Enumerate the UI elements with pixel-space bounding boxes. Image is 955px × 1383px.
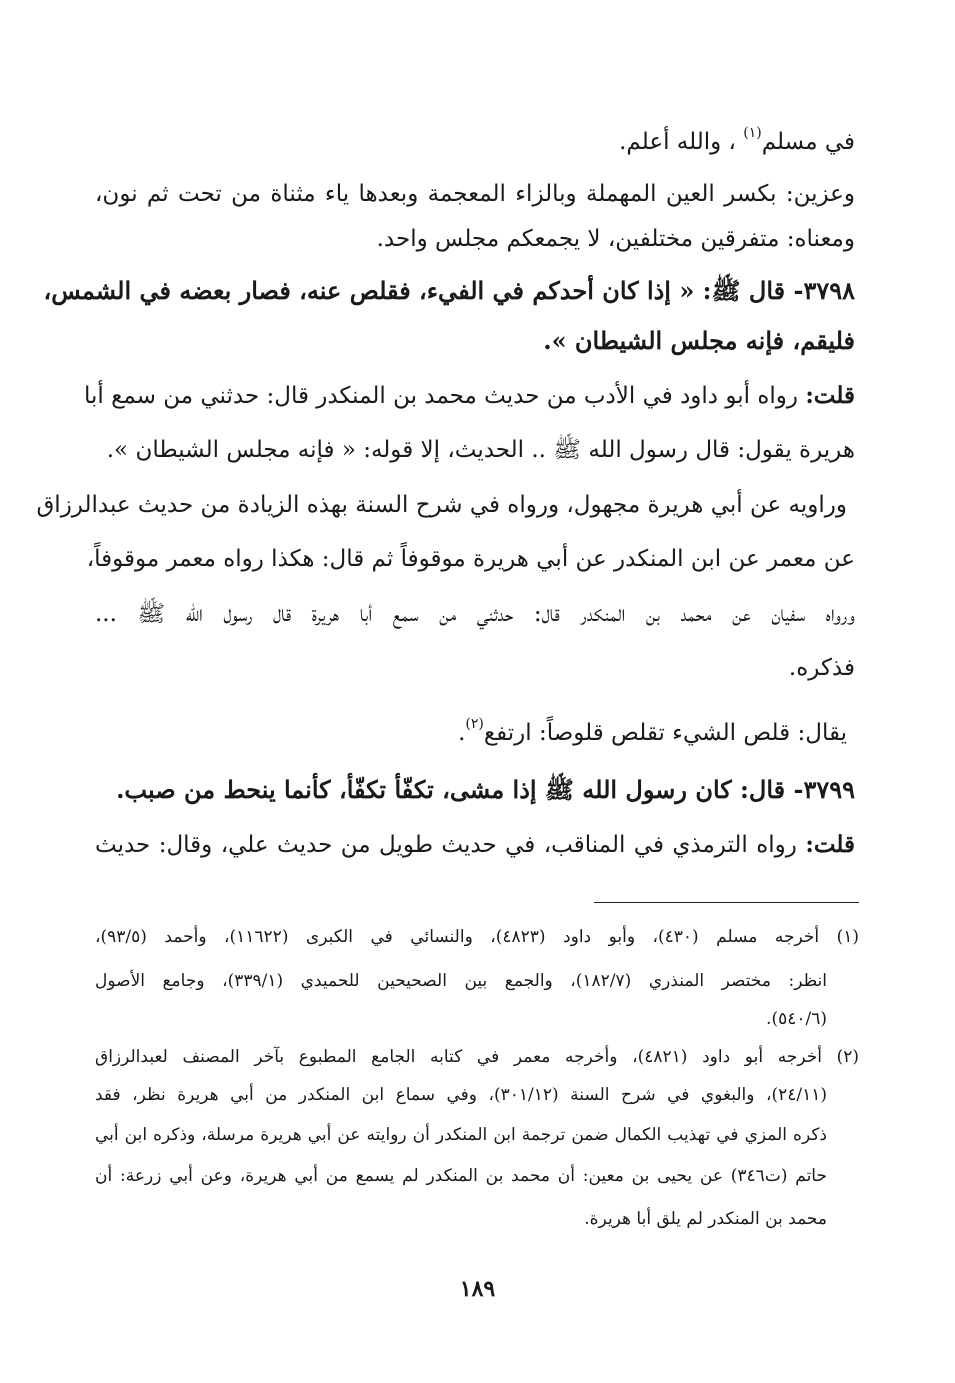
commentary-1-lead: قلت: [805,382,855,409]
text-line-2: وعزين: بكسر العين المهملة وبالزاء المعجمة وبعدها ياء مثناة من تحت ثم نون، [95,181,855,207]
hadith-3799: ٣٧٩٩- قال: كان رسول الله ﷺ إذا مشى، تكفّأ تكفّأ، كأنما ينحط من صبب. [116,775,855,804]
footnote-divider [594,902,859,903]
footnote-2-line-1: (٢) أخرجه أبو داود (٤٨٢١)، وأخرجه معمر في كتابه الجامع المطبوع بآخر المصنف لعبدالرزاق [95,1047,859,1067]
paragraph-2-line-1: وراويه عن أبي هريرة مجهول، ورواه في شرح السنة بهذه الزيادة من حديث عبدالرزاق [36,492,847,518]
paragraph-2-line-4: فذكره. [788,655,855,681]
footnote-2-line-5: محمد بن المنكدر لم يلق أبا هريرة. [584,1209,827,1229]
commentary-1-text: رواه أبو داود في الأدب من حديث محمد بن المنكدر قال: حدثني من سمع أبا [84,383,798,409]
paragraph-3-tail: . [458,720,466,746]
page-number: ١٨٩ [459,1276,496,1302]
line-1-text: في مسلم [761,129,855,155]
hadith-3798-line-2: فليقم، فإنه مجلس الشيطان ». [543,326,855,355]
commentary-2 [95,825,855,865]
footnote-2-line-2: (٢٤/١١)، والبغوي في شرح السنة (٣٠١/١٢)، وفي سماع ابن المنكدر من أبي هريرة نظر، فقد [95,1085,827,1105]
line-1-tail: ، والله أعلم. [619,129,736,155]
footnote-2-line-4: حاتم (ت٣٤٦) عن يحيى بن معين: أن محمد بن المنكدر لم يسمع من أبي هريرة، وعن أبي زرعة: أن [95,1166,827,1186]
paragraph-2-line-3: ورواه سفيان عن محمد بن المنكدر قال: حدثني من سمع أبا هريرة قال رسول الله ﷺ ... [95,601,855,627]
footnote-1-line-1: (١) أخرجه مسلم (٤٣٠)، وأبو داود (٤٨٢٣)، والنسائي في الكبرى (١١٦٢٢)، وأحمد (٩٣/٥)، [95,927,859,947]
footnote-2-line-3: ذكره المزي في تهذيب الكمال ضمن ترجمة ابن المنكدر أن روايته عن أبي هريرة مرسلة، وذكره ابن أبي [95,1125,828,1145]
paragraph-3 [95,713,847,753]
commentary-1-line-1 [84,376,855,416]
text-line-3: ومعناه: متفرقين مختلفين، لا يجمعكم مجلس واحد. [376,226,855,252]
text-line-1 [95,122,855,162]
footnote-ref-2: (٢) [465,716,484,732]
footnote-1-line-3: (٥٤٠/٦). [766,1009,827,1029]
commentary-1-line-2: هريرة يقول: قال رسول الله ﷺ .. الحديث، إلا قوله: « فإنه مجلس الشيطان ». [106,437,855,463]
paragraph-3-text: يقال: قلص الشيء تقلص قلوصاً: ارتفع [483,720,847,746]
commentary-2-text: رواه الترمذي في المناقب، في حديث طويل من حديث علي، وقال: حديث [95,832,797,858]
footnote-ref-1: (١) [743,125,762,141]
paragraph-2-line-2: عن معمر عن ابن المنكدر عن أبي هريرة موقوفاً ثم قال: هكذا رواه معمر موقوفاً، [86,546,855,572]
footnote-1-line-2: انظر: مختصر المنذري (١٨٢/٧)، والجمع بين الصحيحين للحميدي (٣٣٩/١)، وجامع الأصول [95,971,828,991]
hadith-3798-line-1: ٣٧٩٨- قال ﷺ: « إذا كان أحدكم في الفيء، فقلص عنه، فصار بعضه في الشمس، [43,276,855,305]
commentary-2-lead: قلت: [805,831,856,858]
